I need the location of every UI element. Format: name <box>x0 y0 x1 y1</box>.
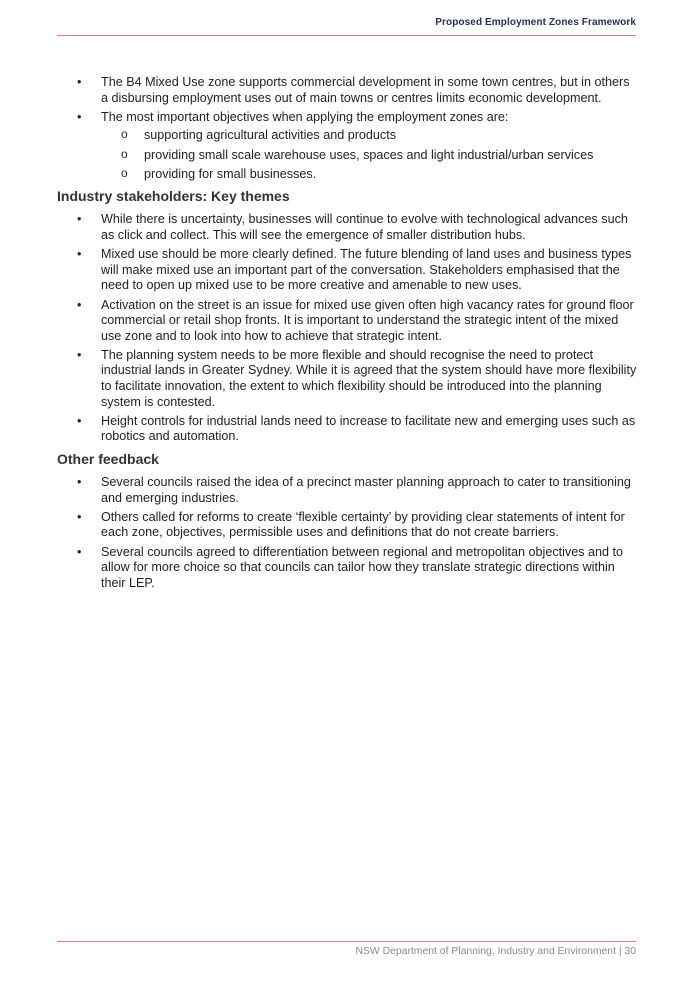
list-item <box>57 545 637 592</box>
list-item-text: While there is uncertainty, businesses will continue to evolve with technological advances such as click and collect. This will see the emergence of smaller distribution hubs. <box>101 212 628 242</box>
header-divider <box>57 35 636 36</box>
list-item-text: Several councils agreed to differentiation between regional and metropolitan objectives and to allow for more choice so that councils can tailor how they translate strategic directions within their LEP. <box>101 544 624 590</box>
list-item <box>57 298 637 345</box>
bullet-icon: • <box>77 212 82 227</box>
list-item-text: The planning system needs to be more flexible and should recognise the need to protect industrial lands in Greater Sydney. While it is agreed that the system should have more flexibility to facilitate innovation, the extent to which flexibility should be introduced into the planning system is contested. <box>101 347 637 409</box>
bullet-icon: • <box>77 413 82 428</box>
sub-list-item <box>57 148 637 164</box>
list-item-text: Others called for reforms to create ‘flexible certainty’ by providing clear statements of intent for each zone, objectives, permissible uses and definitions that do not create barriers. <box>101 509 625 540</box>
list-item <box>57 110 637 183</box>
circle-bullet-icon: o <box>121 146 128 161</box>
list-item-text: Activation on the street is an issue for mixed use given often high vacancy rates for ground floor commercial or retail shop fronts. It is important to understand the strategic intent of the mixed use zone and to look into how to achieve that strategic intent. <box>101 297 634 343</box>
list-item-text: The B4 Mixed Use zone supports commercial development in some town centres, but in others a disbursing employment uses out of main towns or centres limits economic development. <box>101 75 630 105</box>
bullet-icon: • <box>77 75 82 89</box>
sub-list-item <box>57 128 637 144</box>
sub-list-item <box>57 167 637 183</box>
bullet-icon: • <box>77 109 82 124</box>
bullet-icon: • <box>77 509 82 524</box>
other-feedback-list <box>57 475 637 591</box>
bullet-icon: • <box>77 247 82 262</box>
industry-heading: Industry stakeholders: Key themes <box>57 188 290 205</box>
circle-bullet-icon: o <box>121 165 128 180</box>
list-item <box>57 212 637 243</box>
list-item <box>57 75 637 106</box>
list-item-text: Height controls for industrial lands need to increase to facilitate new and emerging uses such as robotics and automation. <box>101 413 636 444</box>
objectives-sublist <box>101 128 637 182</box>
bullet-icon: • <box>77 475 82 490</box>
sub-list-item-text: providing for small businesses. <box>144 166 317 181</box>
header-title: Proposed Employment Zones Framework <box>435 17 636 28</box>
list-item <box>57 414 637 445</box>
other-feedback-heading: Other feedback <box>57 451 159 468</box>
sub-list-item-text: providing small scale warehouse uses, spaces and light industrial/urban services <box>144 147 594 162</box>
list-item <box>57 475 637 506</box>
list-item-text: Mixed use should be more clearly defined. The future blending of land uses and business types will make mixed use an important part of the conversation. Stakeholders emphasised that the need to open up mixed use to be more creative and amenable to new uses. <box>101 247 632 293</box>
page-content <box>57 75 637 595</box>
footer-divider <box>57 941 636 942</box>
list-item-text: The most important objectives when applying the employment zones are: <box>101 109 509 124</box>
intro-list <box>57 75 637 182</box>
bullet-icon: • <box>77 347 82 362</box>
list-item <box>57 247 637 294</box>
footer-text: NSW Department of Planning, Industry and Environment | 30 <box>355 946 636 957</box>
list-item <box>57 510 637 541</box>
bullet-icon: • <box>77 297 82 312</box>
list-item-text: Several councils raised the idea of a precinct master planning approach to cater to transitioning and emerging industries. <box>101 475 631 505</box>
list-item <box>57 348 637 410</box>
industry-list <box>57 212 637 445</box>
circle-bullet-icon: o <box>121 127 128 142</box>
bullet-icon: • <box>77 544 82 559</box>
sub-list-item-text: supporting agricultural activities and products <box>144 128 397 143</box>
